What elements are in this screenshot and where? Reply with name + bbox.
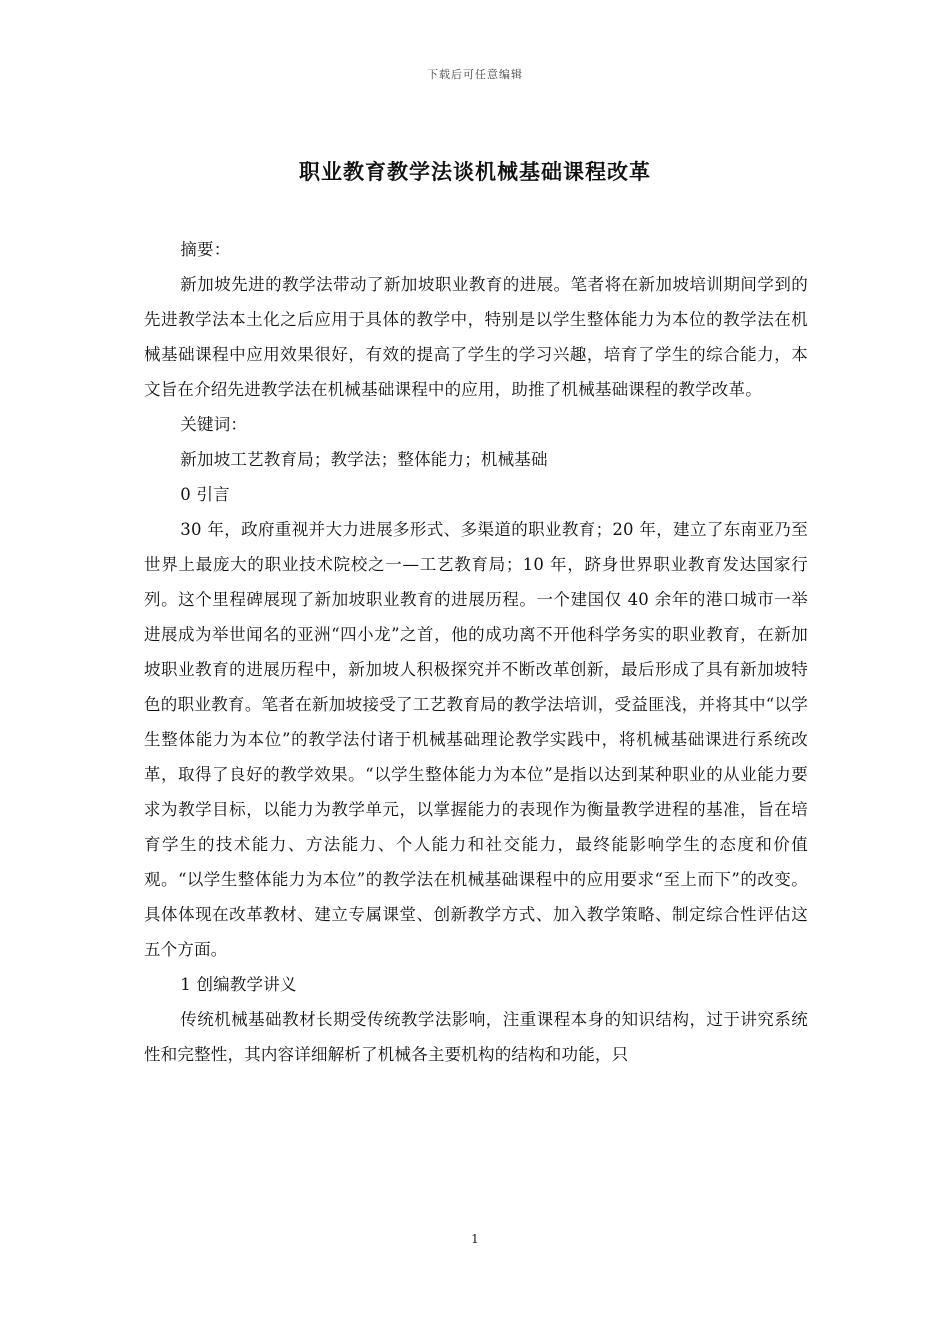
page-header-note: 下载后可任意编辑 (427, 68, 523, 81)
section-heading-introduction: 0 引言 (180, 485, 230, 504)
section-heading-1: 1 创编教学讲义 (180, 975, 297, 994)
keywords-paragraph: 新加坡工艺教育局；教学法；整体能力；机械基础 (180, 450, 548, 469)
section-1-paragraph: 传统机械基础教材长期受传统教学法影响，注重课程本身的知识结构，过于讲究系统性和完整性，其内容详细解析了机械各主要机构的结构和功能，只 (144, 1010, 808, 1064)
document-title: 职业教育教学法谈机械基础课程改革 (299, 159, 651, 184)
introduction-paragraph: 30 年，政府重视并大力进展多形式、多渠道的职业教育；20 年，建立了东南亚乃至世界上最庞大的职业技术院校之一—工艺教育局；10 年，跻身世界职业教育发达国家行列。这个里程碑展现了新加坡职业教育的进展历程。一个建国仅 40 余年的港口城市一举进展成为举世闻名的亚洲“四小龙”之首，他的成功离不开他科学务实的职业教育，在新加坡职业教育的进展历程中，新加坡人积极探究并不断改革创新，最后形成了具有新加坡特色的职业教育。笔者在新加坡接受了工艺教育局的教学法培训，受益匪浅，并将其中“以学生整体能力为本位”的教学法付诸于机械基础理论教学实践中，将机械基础课进行系统改革，取得了良好的教学效果。“以学生整体能力为本位”是指以达到某种职业的从业能力要求为教学目标，以能力为教学单元，以掌握能力的表现作为衡量教学进程的基准，旨在培育学生的技术能力、方法能力、个人能力和社交能力，最终能影响学生的态度和价值观。“以学生整体能力为本位”的教学法在机械基础课程中的应用要求“至上而下”的改变。具体体现在改革教材、建立专属课堂、创新教学方式、加入教学策略、制定综合性评估这五个方面。 (144, 520, 808, 959)
abstract-heading: 摘要： (180, 240, 231, 259)
abstract-paragraph: 新加坡先进的教学法带动了新加坡职业教育的进展。笔者将在新加坡培训期间学到的先进教学法本土化之后应用于具体的教学中，特别是以学生整体能力为本位的教学法在机械基础课程中应用效果很好，有效的提高了学生的学习兴趣，培育了学生的综合能力，本文旨在介绍先进教学法在机械基础课程中的应用，助推了机械基础课程的教学改革。 (144, 275, 808, 399)
document-body (144, 232, 808, 1072)
page-number: 1 (471, 1232, 479, 1246)
keywords-heading: 关键词： (180, 415, 248, 434)
